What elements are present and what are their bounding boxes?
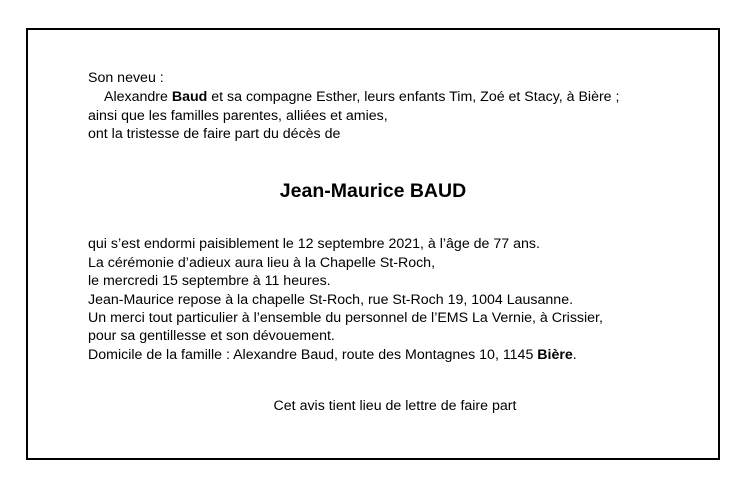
details-line-6: pour sa gentillesse et son dévouement.	[88, 328, 335, 344]
details-line-7-town: Bière	[537, 347, 573, 363]
deceased-name: Jean-Maurice BAUD	[279, 180, 467, 202]
details-line-2: La cérémonie d’adieux aura lieu à la Chapelle St-Roch,	[88, 255, 436, 271]
details-line-7-part-2: .	[572, 347, 577, 363]
intro-line-2-part-1: Alexandre	[104, 89, 172, 105]
details-line-7	[88, 347, 577, 364]
intro-line-3: ainsi que les familles parentes, alliées et amies,	[88, 108, 388, 124]
intro-line-2-part-2: et sa compagne Esther, leurs enfants Tim, Zoé et Stacy, à Bière ;	[207, 89, 620, 105]
footer-note: Cet avis tient lieu de lettre de faire part	[273, 398, 517, 414]
intro-line-1: Son neveu :	[88, 70, 164, 86]
intro-line-2	[104, 89, 619, 106]
details-line-1: qui s’est endormi paisiblement le 12 septembre 2021, à l’âge de 77 ans.	[88, 236, 540, 252]
details-line-4: Jean-Maurice repose à la chapelle St-Roch, rue St-Roch 19, 1004 Lausanne.	[88, 292, 574, 308]
details-line-7-part-1: Domicile de la famille : Alexandre Baud, route des Montagnes 10, 1145	[88, 347, 538, 363]
details-line-3: le mercredi 15 septembre à 11 heures.	[88, 273, 331, 289]
details-line-5: Un merci tout particulier à l’ensemble du personnel de l’EMS La Vernie, à Crissier,	[88, 310, 603, 326]
intro-line-2-surname: Baud	[171, 89, 208, 105]
intro-line-4: ont la tristesse de faire part du décès de	[88, 126, 341, 142]
